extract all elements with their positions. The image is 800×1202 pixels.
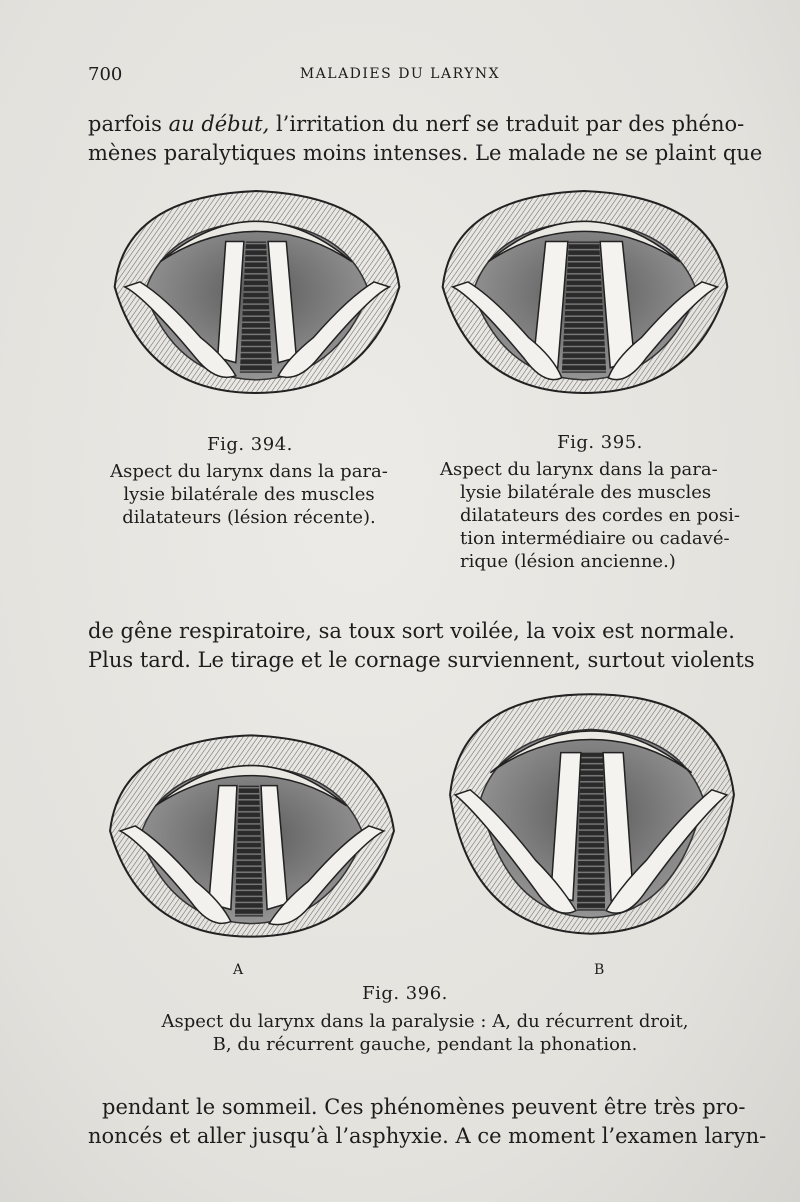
fig-396-label-b: B [594,962,605,978]
fig-395-caption-line: lysie bilatérale des muscles [460,482,712,503]
paragraph-2-line-1: de gêne respiratoire, sa toux sort voilée, la voix est normale. [88,619,735,643]
fig-394-caption-line: Aspect du larynx dans la para- [110,461,388,482]
paragraph-3 [88,1093,767,1151]
fig-396-caption-line: Aspect du larynx dans la paralysie : A, du récurrent droit, [161,1011,689,1032]
fig-394-caption [88,460,410,529]
paragraph-1-line-2: mènes paralytiques moins intenses. Le malade ne se plaint que [88,141,763,165]
page-number: 700 [88,64,123,85]
larynx-illustration-394 [104,186,408,398]
fig-396-caption-line: B, du récurrent gauche, pendant la phonation. [212,1034,638,1055]
larynx-illustration-395 [432,186,736,398]
paragraph-1 [88,110,763,168]
paragraph-3-line-2: noncés et aller jusqu’à l’asphyxie. A ce moment l’examen laryn- [88,1124,767,1148]
larynx-illustration-396-a [100,726,402,946]
fig-395-title: Fig. 395. [557,432,643,453]
fig-395-caption-line: tion intermédiaire ou cadavé- [460,528,730,549]
paragraph-2-line-2: Plus tard. Le tirage et le cornage surviennent, surtout violents [88,648,755,672]
paragraph-3-line-1: pendant le sommeil. Ces phénomènes peuvent être très pro- [102,1095,746,1119]
fig-394-caption-line: dilatateurs (lésion récente). [122,507,376,528]
fig-395-caption [440,458,756,573]
fig-395-caption-line: dilatateurs des cordes en posi- [460,505,740,526]
paragraph-2 [88,617,754,675]
fig-396-caption [100,1010,750,1056]
fig-396-label-a: A [233,962,244,978]
fig-396-title: Fig. 396. [362,983,448,1004]
fig-394-title: Fig. 394. [207,434,293,455]
larynx-illustration-396-b [440,690,742,940]
paragraph-1-line-1: parfois au début, l’irritation du nerf se traduit par des phéno- [88,112,745,136]
running-title: MALADIES DU LARYNX [299,66,501,82]
fig-395-caption-line: rique (lésion ancienne.) [460,551,676,572]
fig-395-caption-line: Aspect du larynx dans la para- [440,459,718,480]
fig-394-caption-line: lysie bilatérale des muscles [123,484,375,505]
